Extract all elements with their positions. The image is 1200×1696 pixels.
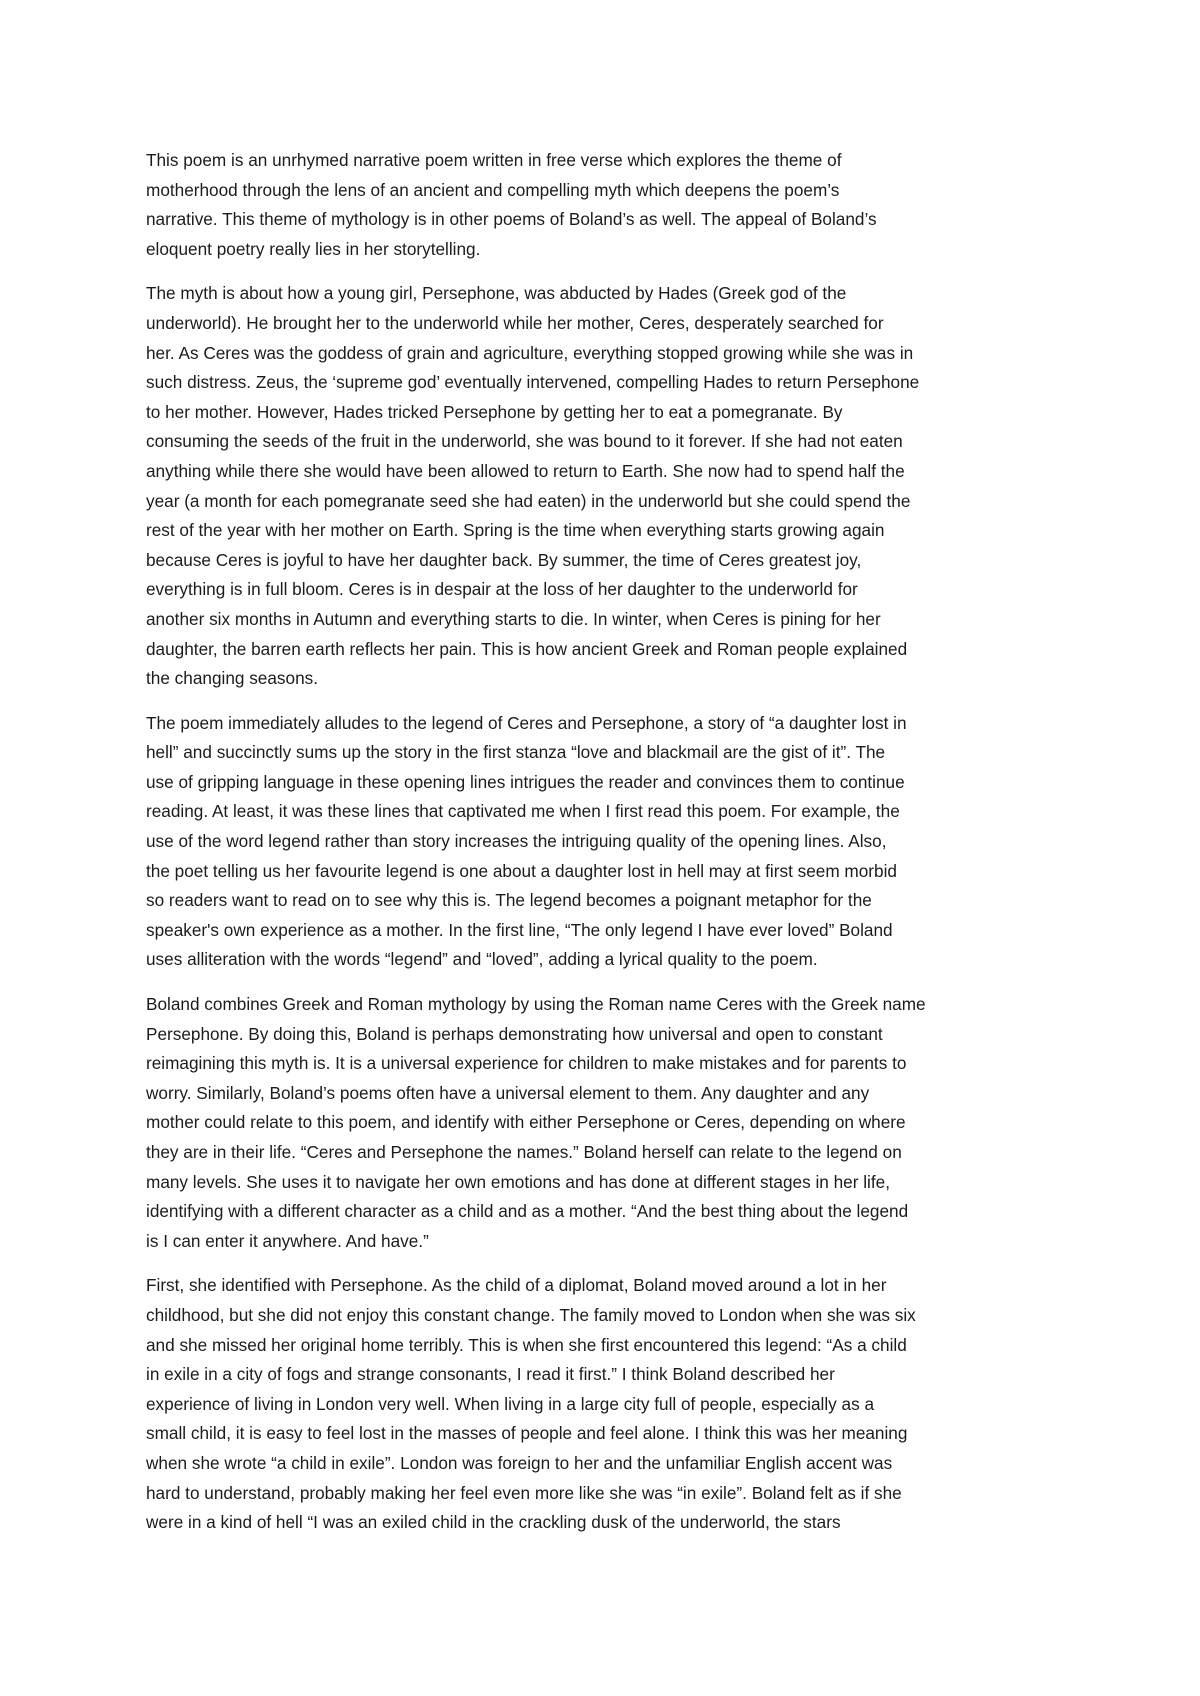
- text-line: daughter, the barren earth reflects her pain. This is how ancient Greek and Roman people explained: [146, 638, 908, 659]
- text-line: The myth is about how a young girl, Persephone, was abducted by Hades (Greek god of the: [146, 283, 847, 304]
- text-line: hell” and succinctly sums up the story in the first stanza “love and blackmail are the gist of it”. The: [146, 742, 886, 763]
- text-line: This poem is an unrhymed narrative poem written in free verse which explores the theme of: [146, 150, 842, 170]
- text-line: use of the word legend rather than story increases the intriguing quality of the opening lines. Also,: [146, 831, 887, 852]
- paragraph: [146, 990, 1060, 1256]
- text-line: year (a month for each pomegranate seed she had eaten) in the underworld but she could spend the: [146, 490, 911, 511]
- text-line: Boland combines Greek and Roman mythology by using the Roman name Ceres with the Greek name: [146, 994, 926, 1015]
- text-line: reading. At least, it was these lines that captivated me when I first read this poem. For example, the: [146, 801, 900, 822]
- text-line: The poem immediately alludes to the legend of Ceres and Persephone, a story of “a daughter lost in: [146, 712, 907, 733]
- text-line: so readers want to read on to see why this is. The legend becomes a poignant metaphor for the: [146, 890, 872, 911]
- paragraph: [146, 709, 1060, 975]
- text-line: speaker's own experience as a mother. In the first line, “The only legend I have ever loved” Boland: [146, 919, 893, 940]
- text-line: her. As Ceres was the goddess of grain and agriculture, everything stopped growing while she was in: [146, 342, 914, 363]
- text-line: the changing seasons.: [146, 668, 319, 689]
- document-body: [146, 146, 1060, 1538]
- text-line: uses alliteration with the words “legend” and “loved”, adding a lyrical quality to the poem.: [146, 949, 818, 970]
- text-line: identifying with a different character as a child and as a mother. “And the best thing about the legend: [146, 1201, 909, 1222]
- paragraph: [146, 279, 1060, 693]
- text-line: underworld). He brought her to the underworld while her mother, Ceres, desperately searched for: [146, 312, 884, 333]
- paragraph: [146, 146, 1060, 264]
- text-line: hard to understand, probably making her feel even more like she was “in exile”. Boland felt as if she: [146, 1482, 902, 1503]
- text-line: rest of the year with her mother on Earth. Spring is the time when everything starts growing again: [146, 520, 885, 541]
- text-line: when she wrote “a child in exile”. London was foreign to her and the unfamiliar English accent was: [146, 1452, 893, 1473]
- text-line: Persephone. By doing this, Boland is perhaps demonstrating how universal and open to constant: [146, 1023, 883, 1044]
- text-line: small child, it is easy to feel lost in the masses of people and feel alone. I think this was her meaning: [146, 1423, 908, 1444]
- text-line: because Ceres is joyful to have her daughter back. By summer, the time of Ceres greatest joy,: [146, 549, 862, 570]
- text-line: worry. Similarly, Boland’s poems often have a universal element to them. Any daughter and any: [146, 1082, 870, 1103]
- text-line: First, she identified with Persephone. As the child of a diplomat, Boland moved around a lot in her: [146, 1275, 887, 1296]
- text-line: reimagining this myth is. It is a universal experience for children to make mistakes and for parents to: [146, 1053, 907, 1074]
- text-line: childhood, but she did not enjoy this constant change. The family moved to London when she was six: [146, 1304, 916, 1325]
- text-line: the poet telling us her favourite legend is one about a daughter lost in hell may at first seem morbid: [146, 860, 897, 881]
- text-line: to her mother. However, Hades tricked Persephone by getting her to eat a pomegranate. By: [146, 401, 843, 422]
- text-line: consuming the seeds of the fruit in the underworld, she was bound to it forever. If she had not eaten: [146, 431, 903, 452]
- text-line: and she missed her original home terribly. This is when she first encountered this legend: “As a child: [146, 1334, 907, 1355]
- text-line: motherhood through the lens of an ancient and compelling myth which deepens the poem’s: [146, 179, 840, 200]
- paragraph: [146, 1271, 1060, 1537]
- text-line: mother could relate to this poem, and identify with either Persephone or Ceres, depending on where: [146, 1112, 906, 1133]
- text-line: eloquent poetry really lies in her storytelling.: [146, 238, 481, 259]
- text-line: such distress. Zeus, the ‘supreme god’ eventually intervened, compelling Hades to return Persephone: [146, 372, 920, 393]
- text-line: were in a kind of hell “I was an exiled child in the crackling dusk of the underworld, the stars: [146, 1512, 841, 1533]
- text-line: they are in their life. “Ceres and Persephone the names.” Boland herself can relate to the legend on: [146, 1142, 902, 1162]
- text-line: everything is in full bloom. Ceres is in despair at the loss of her daughter to the underworld for: [146, 579, 858, 600]
- text-line: narrative. This theme of mythology is in other poems of Boland’s as well. The appeal of Boland’s: [146, 209, 877, 230]
- text-line: is I can enter it anywhere. And have.”: [146, 1230, 429, 1251]
- text-line: use of gripping language in these opening lines intrigues the reader and convinces them to continue: [146, 771, 905, 792]
- text-line: in exile in a city of fogs and strange consonants, I read it first.” I think Boland described her: [146, 1364, 835, 1385]
- text-line: many levels. She uses it to navigate her own emotions and has done at different stages in her life,: [146, 1171, 890, 1192]
- text-line: experience of living in London very well. When living in a large city full of people, especially as a: [146, 1393, 875, 1414]
- text-line: anything while there she would have been allowed to return to Earth. She now had to spend half the: [146, 460, 905, 481]
- text-line: another six months in Autumn and everything starts to die. In winter, when Ceres is pining for her: [146, 608, 881, 629]
